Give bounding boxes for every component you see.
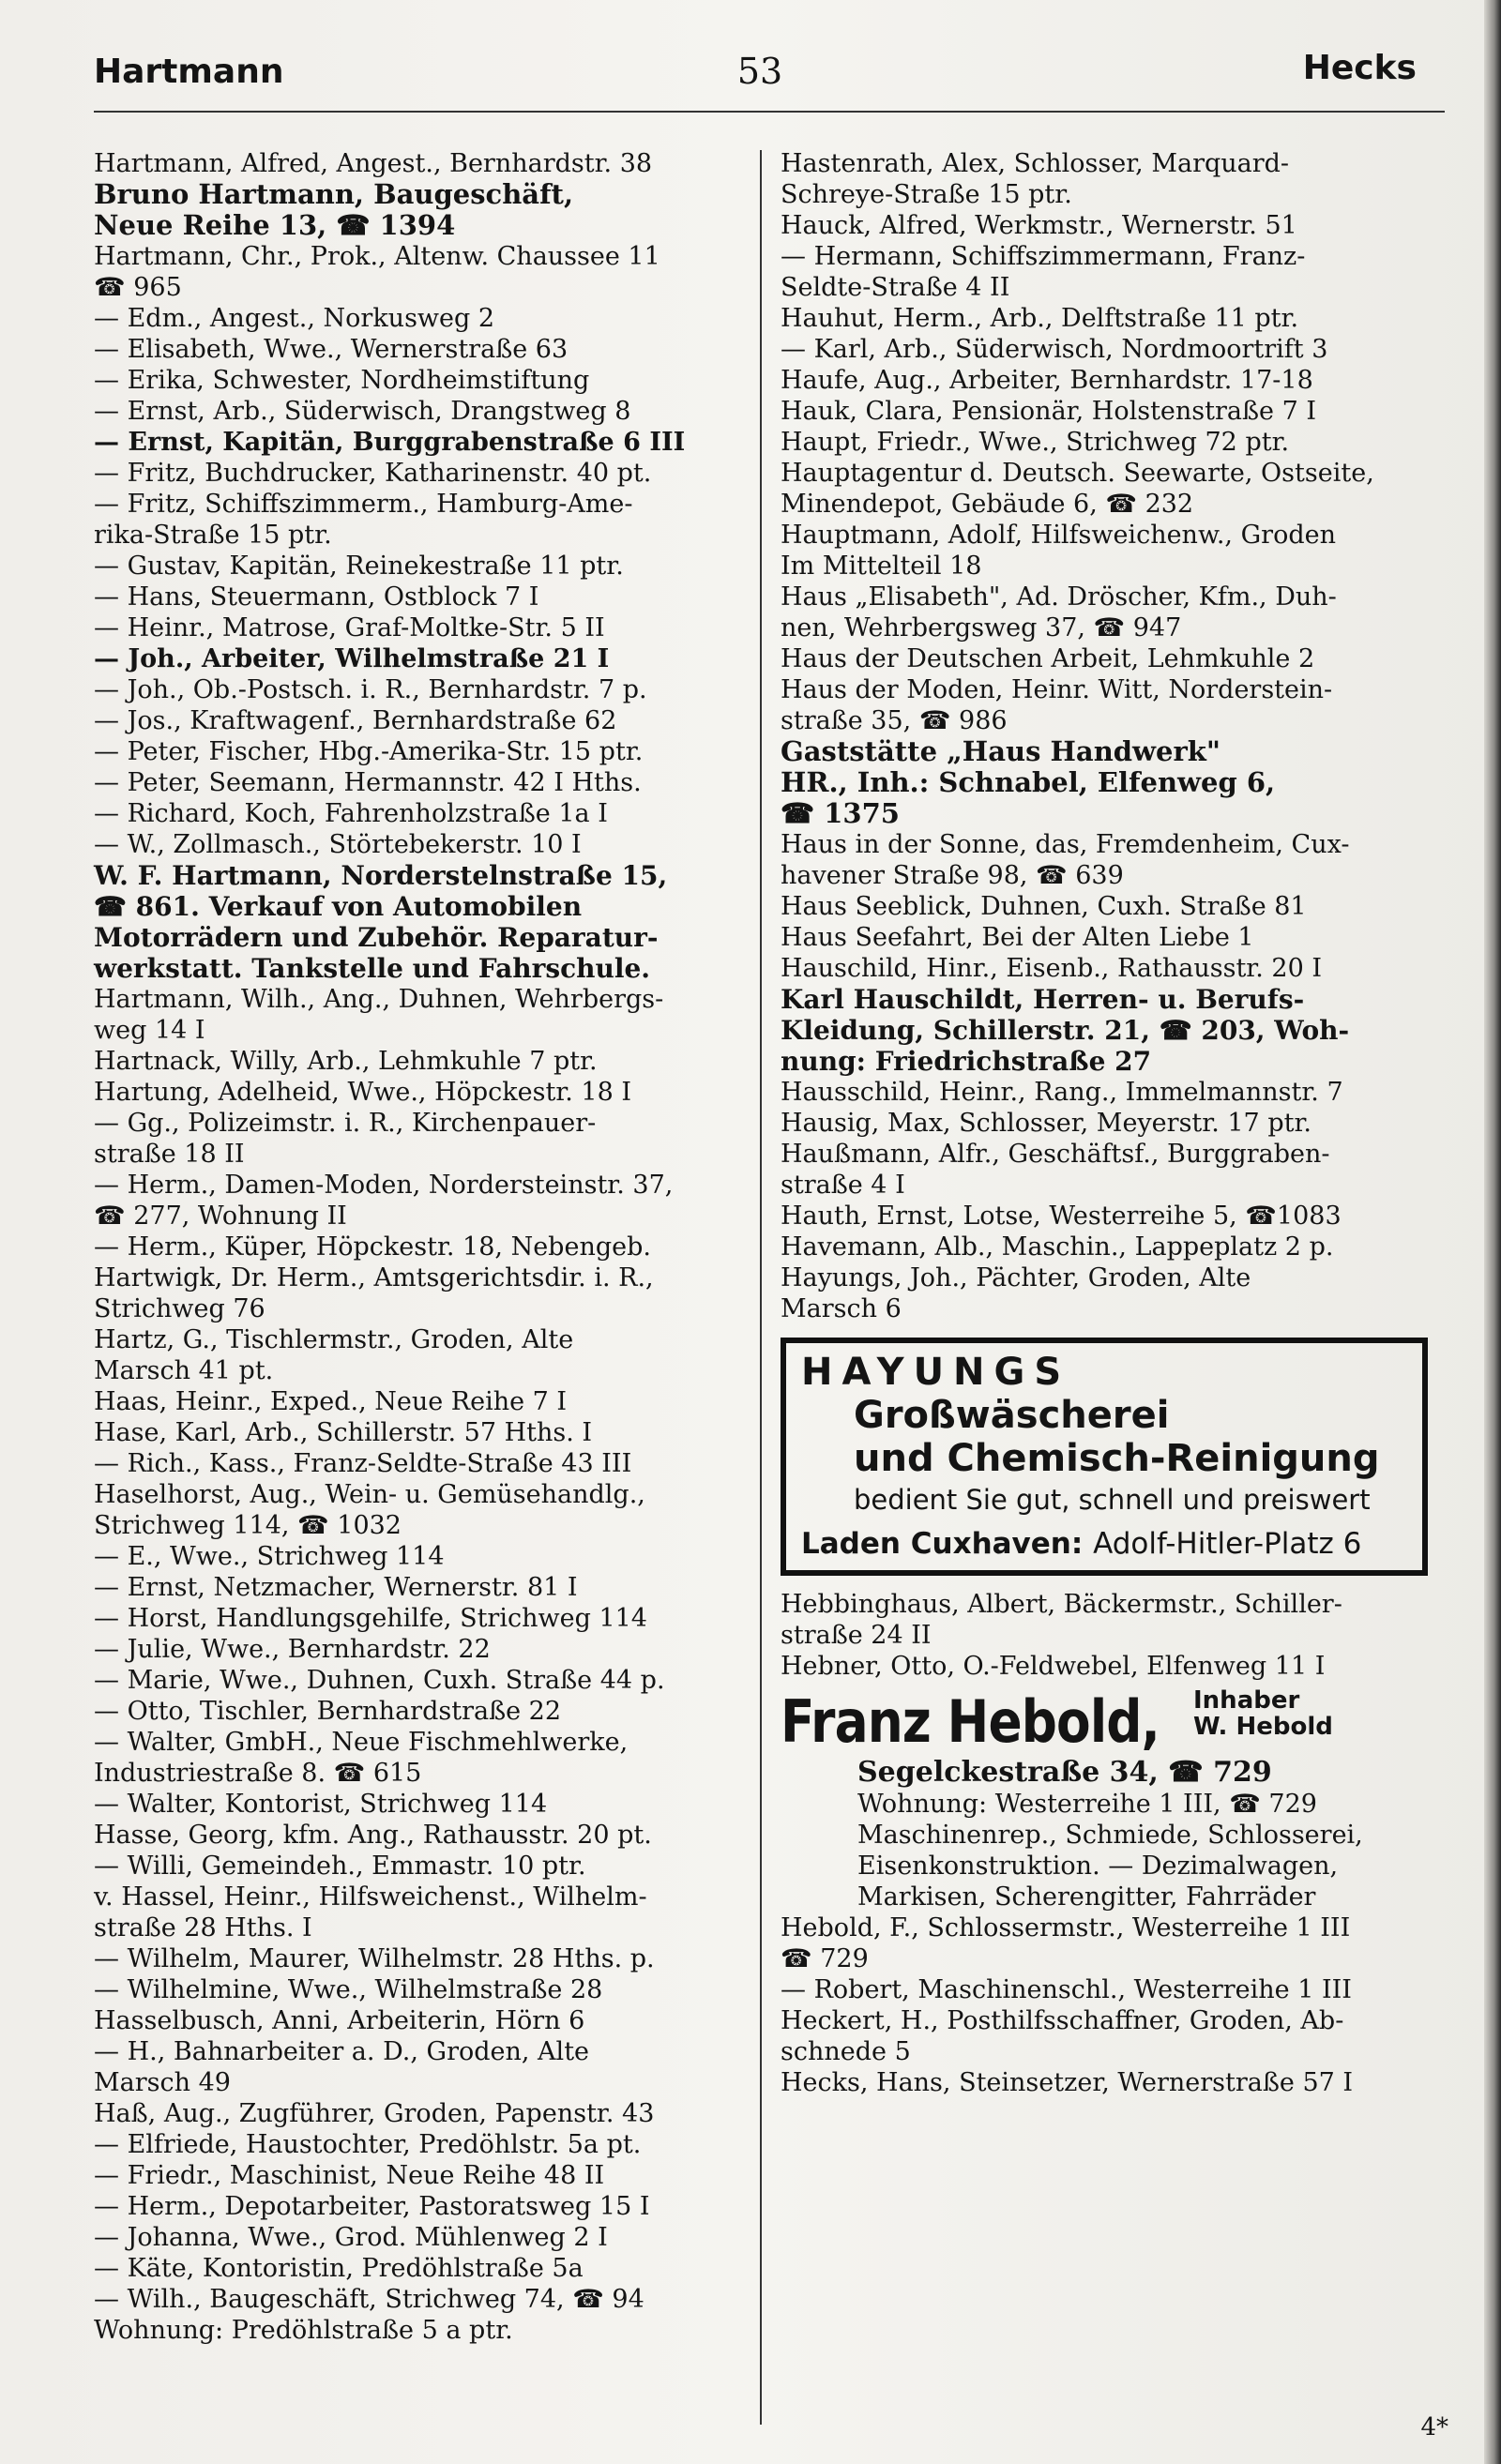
- directory-entry: [94, 458, 747, 489]
- directory-entry: [94, 705, 747, 736]
- directory-entry: [94, 1696, 747, 1727]
- directory-entry: [94, 1324, 747, 1386]
- entry-line: Wohnung: Predöhlstraße 5 a ptr.: [94, 2316, 513, 2345]
- directory-entry: [94, 2036, 747, 2098]
- entry-line: Haus der Deutschen Arbeit, Lehmkuhle 2: [781, 644, 1315, 673]
- entry-line: — Joh., Arbeiter, Wilhelmstraße 21 I: [94, 644, 610, 673]
- entry-line: Hartnack, Willy, Arb., Lehmkuhle 7 ptr.: [94, 1047, 598, 1076]
- entry-line: — Herm., Damen-Moden, Nordersteinstr. 37,: [94, 1171, 674, 1200]
- hebold-owner-label: Inhaber: [1193, 1686, 1300, 1715]
- hebold-owner-name: W. Hebold: [1193, 1713, 1333, 1741]
- entry-line: HR., Inh.: Schnabel, Elfenweg 6,: [781, 766, 1276, 798]
- directory-entry: [781, 1651, 1428, 1682]
- signature-mark: 4*: [1420, 2413, 1448, 2441]
- entry-line: ☎ 277, Wohnung II: [94, 1202, 347, 1231]
- hayungs-advertisement: [781, 1338, 1428, 1576]
- entry-line: straße 24 II: [781, 1621, 932, 1650]
- right-column-top-entries: [781, 148, 1428, 1324]
- directory-entry: [94, 148, 747, 179]
- directory-entry: [94, 1882, 747, 1943]
- directory-entry: [94, 1820, 747, 1851]
- directory-entry: [781, 241, 1428, 303]
- directory-entry: [94, 2222, 747, 2253]
- entry-line: — Rich., Kass., Franz-Seldte-Straße 43 III: [94, 1449, 632, 1478]
- directory-entry: [94, 1603, 747, 1634]
- directory-entry: [94, 241, 747, 303]
- entry-line: — Ernst, Kapitän, Burggrabenstraße 6 III: [94, 428, 686, 457]
- entry-line: Haselhorst, Aug., Wein- u. Gemüsehandlg.,: [94, 1480, 645, 1509]
- directory-entry: [94, 829, 747, 860]
- directory-entry: [94, 1974, 747, 2005]
- page-edge-shadow: [1484, 0, 1501, 2464]
- entry-line: Haus in der Sonne, das, Fremdenheim, Cux-: [781, 830, 1350, 859]
- directory-entry: [94, 1479, 747, 1541]
- hebold-street: Segelckestraße 34, ☎ 729: [857, 1756, 1272, 1789]
- entry-line: — Walter, Kontorist, Strichweg 114: [94, 1790, 548, 1819]
- entry-line: Hauk, Clara, Pensionär, Holstenstraße 7 I: [781, 397, 1317, 426]
- directory-entry: [94, 1077, 747, 1108]
- directory-entry: [94, 1108, 747, 1170]
- entry-line: — Richard, Koch, Fahrenholzstraße 1a I: [94, 799, 608, 828]
- entry-line: Hauschild, Hinr., Eisenb., Rathausstr. 20 I: [781, 954, 1323, 983]
- entry-line: — Wilhelm, Maurer, Wilhelmstr. 28 Hths. p.: [94, 1944, 655, 1973]
- hebold-advertisement: [781, 1687, 1428, 1912]
- directory-entry: [781, 427, 1428, 458]
- entry-line: straße 28 Hths. I: [94, 1913, 312, 1942]
- directory-entry: [94, 334, 747, 365]
- entry-line: — W., Zollmasch., Störtebekerstr. 10 I: [94, 830, 582, 859]
- directory-entry: [94, 612, 747, 643]
- directory-entry: [94, 1046, 747, 1077]
- directory-entry: [781, 891, 1428, 922]
- entry-line: Neue Reihe 13, ☎ 1394: [94, 209, 456, 241]
- entry-line: Hebbinghaus, Albert, Bäckermstr., Schiller-: [781, 1590, 1342, 1619]
- entry-line: Hausig, Max, Schlosser, Meyerstr. 17 ptr.: [781, 1109, 1311, 1138]
- entry-line: Havemann, Alb., Maschin., Lappeplatz 2 p.: [781, 1232, 1334, 1262]
- directory-entry: [94, 1386, 747, 1417]
- directory-entry: [94, 2129, 747, 2160]
- directory-entry: [94, 489, 747, 551]
- directory-entry: [94, 674, 747, 705]
- entry-line: weg 14 I: [94, 1016, 205, 1045]
- entry-line: ☎ 1375: [781, 797, 900, 829]
- directory-entry: [94, 582, 747, 612]
- entry-line: ☎ 965: [94, 273, 182, 302]
- entry-line: — Herm., Depotarbeiter, Pastoratsweg 15 I: [94, 2192, 650, 2221]
- entry-line: Hase, Karl, Arb., Schillerstr. 57 Hths. I: [94, 1418, 593, 1447]
- header-right-name: Hecks: [1302, 49, 1417, 87]
- directory-entry: [94, 2005, 747, 2036]
- entry-line: Hecks, Hans, Steinsetzer, Wernerstraße 57 I: [781, 2068, 1354, 2097]
- entry-line: — Ernst, Netzmacher, Wernerstr. 81 I: [94, 1573, 578, 1602]
- header-left-name: Hartmann: [94, 53, 284, 91]
- entry-line: — Gg., Polizeimstr. i. R., Kirchenpauer-: [94, 1109, 597, 1138]
- directory-entry: [94, 1727, 747, 1789]
- entry-line: — Otto, Tischler, Bernhardstraße 22: [94, 1697, 562, 1726]
- entry-line: Hebner, Otto, O.-Feldwebel, Elfenweg 11 I: [781, 1652, 1326, 1681]
- directory-entry: [781, 674, 1428, 736]
- page-header: [0, 45, 1501, 101]
- entry-line: Hartung, Adelheid, Wwe., Höpckestr. 18 I: [94, 1078, 632, 1107]
- entry-line: — Hermann, Schiffszimmermann, Franz-: [781, 242, 1306, 271]
- entry-line: ☎ 861. Verkauf von Automobilen: [94, 891, 583, 922]
- entry-line: — Ernst, Arb., Süderwisch, Drangstweg 8: [94, 397, 631, 426]
- entry-line: Hebold, F., Schlossermstr., Westerreihe 1 III: [781, 1913, 1351, 1942]
- entry-line: Haußmann, Alfr., Geschäftsf., Burggraben-: [781, 1140, 1330, 1169]
- entry-line: Hartz, G., Tischlermstr., Groden, Alte: [94, 1325, 574, 1354]
- entry-line: — H., Bahnarbeiter a. D., Groden, Alte: [94, 2037, 590, 2066]
- directory-entry: [94, 1448, 747, 1479]
- entry-line: Hastenrath, Alex, Schlosser, Marquard-: [781, 149, 1290, 178]
- entry-line: — E., Wwe., Strichweg 114: [94, 1542, 445, 1571]
- hebold-firm-name: Franz Hebold,: [781, 1687, 1160, 1756]
- ad-company-name: HAYUNGS: [801, 1351, 1071, 1394]
- directory-entry: [94, 860, 747, 984]
- entry-line: straße 4 I: [781, 1171, 905, 1200]
- entry-line: v. Hassel, Heinr., Hilfsweichenst., Wilhelm-: [94, 1882, 647, 1912]
- directory-entry: [781, 148, 1428, 210]
- directory-entry: [94, 1541, 747, 1572]
- entry-line: Haus Seeblick, Duhnen, Cuxh. Straße 81: [781, 892, 1307, 921]
- directory-entry: [94, 643, 747, 674]
- directory-entry: [94, 427, 747, 458]
- entry-line: Gaststätte „Haus Handwerk": [781, 735, 1221, 767]
- entry-line: — Jos., Kraftwagenf., Bernhardstraße 62: [94, 706, 617, 735]
- entry-line: Heckert, H., Posthilfsschaffner, Groden, Ab-: [781, 2006, 1344, 2035]
- entry-line: Hartmann, Wilh., Ang., Duhnen, Wehrbergs-: [94, 985, 664, 1014]
- entry-line: Marsch 41 pt.: [94, 1356, 274, 1385]
- directory-entry: [781, 396, 1428, 427]
- entry-line: Hartmann, Chr., Prok., Altenw. Chaussee 11: [94, 242, 660, 271]
- directory-entry: [94, 1232, 747, 1262]
- hebold-detail-line: Eisenkonstruktion. — Dezimalwagen,: [857, 1852, 1339, 1881]
- entry-line: — Wilhelmine, Wwe., Wilhelmstraße 28: [94, 1975, 603, 2004]
- entry-line: Industriestraße 8. ☎ 615: [94, 1759, 422, 1788]
- header-rule: [94, 111, 1445, 113]
- entry-line: havener Straße 98, ☎ 639: [781, 861, 1124, 890]
- entry-line: — Hans, Steuermann, Ostblock 7 I: [94, 582, 539, 612]
- entry-line: Hayungs, Joh., Pächter, Groden, Alte: [781, 1263, 1251, 1292]
- entry-line: — Erika, Schwester, Nordheimstiftung: [94, 366, 590, 395]
- entry-line: Hausschild, Heinr., Rang., Immelmannstr. 7: [781, 1078, 1343, 1107]
- entry-line: Bruno Hartmann, Baugeschäft,: [94, 178, 574, 210]
- directory-entry: [781, 2005, 1428, 2067]
- directory-entry: [94, 396, 747, 427]
- directory-entry: [781, 334, 1428, 365]
- entry-line: straße 18 II: [94, 1140, 245, 1169]
- entry-line: Strichweg 114, ☎ 1032: [94, 1511, 402, 1540]
- directory-entry: [94, 984, 747, 1046]
- entry-line: nen, Wehrbergsweg 37, ☎ 947: [781, 613, 1182, 642]
- entry-line: — Gustav, Kapitän, Reinekestraße 11 ptr.: [94, 552, 624, 581]
- entry-line: — Fritz, Buchdrucker, Katharinenstr. 40 pt.: [94, 459, 652, 488]
- directory-entry: [94, 1851, 747, 1882]
- entry-line: — Walter, GmbH., Neue Fischmehlwerke,: [94, 1728, 629, 1757]
- directory-entry: [781, 1589, 1428, 1651]
- entry-line: — Joh., Ob.-Postsch. i. R., Bernhardstr. 7 p.: [94, 675, 647, 704]
- directory-entry: [781, 582, 1428, 643]
- entry-line: Schreye-Straße 15 ptr.: [781, 180, 1072, 209]
- directory-entry: [781, 953, 1428, 984]
- column-divider: [760, 150, 762, 2425]
- entry-line: Hasse, Georg, kfm. Ang., Rathausstr. 20 pt.: [94, 1821, 652, 1850]
- directory-entry: [94, 1262, 747, 1324]
- entry-line: Karl Hauschildt, Herren- u. Berufs-: [781, 984, 1305, 1015]
- directory-entry: [94, 1665, 747, 1696]
- left-column: [94, 148, 747, 2346]
- directory-entry: [781, 1201, 1428, 1232]
- entry-line: Haus Seefahrt, Bei der Alten Liebe 1: [781, 923, 1254, 952]
- directory-entry: [781, 643, 1428, 674]
- directory-entry: [781, 1077, 1428, 1108]
- entry-line: — Edm., Angest., Norkusweg 2: [94, 304, 495, 333]
- directory-entry: [781, 2067, 1428, 2098]
- ad-business-line2: und Chemisch-Reinigung: [854, 1437, 1380, 1480]
- entry-line: ☎ 729: [781, 1944, 869, 1973]
- directory-entry: [94, 303, 747, 334]
- entry-line: Haufe, Aug., Arbeiter, Bernhardstr. 17-18: [781, 366, 1313, 395]
- entry-line: — Herm., Küper, Höpckestr. 18, Nebengeb.: [94, 1232, 651, 1262]
- entry-line: straße 35, ☎ 986: [781, 706, 1008, 735]
- ad-address-label: Laden Cuxhaven:: [801, 1527, 1084, 1561]
- directory-entry: [94, 736, 747, 767]
- directory-entry: [94, 767, 747, 798]
- directory-entry: [94, 1170, 747, 1232]
- directory-entry: [94, 1943, 747, 1974]
- directory-entry: [781, 520, 1428, 582]
- directory-entry: [94, 1789, 747, 1820]
- entry-line: Hartmann, Alfred, Angest., Bernhardstr. 38: [94, 149, 653, 178]
- entry-line: — Fritz, Schiffszimmerm., Hamburg-Ame-: [94, 490, 633, 519]
- entry-line: Minendepot, Gebäude 6, ☎ 232: [781, 490, 1194, 519]
- entry-line: Haus „Elisabeth", Ad. Dröscher, Kfm., Duh-: [781, 582, 1337, 612]
- ad-business-line1: Großwäscherei: [854, 1394, 1170, 1437]
- entry-line: — Peter, Seemann, Hermannstr. 42 I Hths.: [94, 768, 642, 797]
- directory-entry: [781, 1974, 1428, 2005]
- entry-line: — Peter, Fischer, Hbg.-Amerika-Str. 15 ptr.: [94, 737, 644, 766]
- entry-line: Seldte-Straße 4 II: [781, 273, 1010, 302]
- hebold-detail-line: Maschinenrep., Schmiede, Schlosserei,: [857, 1821, 1363, 1850]
- hebold-owner: [1193, 1687, 1333, 1740]
- directory-entry: [781, 984, 1428, 1077]
- entry-line: Hartwigk, Dr. Herm., Amtsgerichtsdir. i. R.,: [94, 1263, 654, 1292]
- entry-line: — Elisabeth, Wwe., Wernerstraße 63: [94, 335, 569, 364]
- entry-line: Haupt, Friedr., Wwe., Strichweg 72 ptr.: [781, 428, 1290, 457]
- hebold-detail-line: Wohnung: Westerreihe 1 III, ☎ 729: [857, 1790, 1317, 1819]
- entry-line: Kleidung, Schillerstr. 21, ☎ 203, Woh-: [781, 1015, 1350, 1046]
- entry-line: — Friedr., Maschinist, Neue Reihe 48 II: [94, 2161, 605, 2190]
- entry-line: — Elfriede, Haustochter, Predöhlstr. 5a pt.: [94, 2130, 642, 2159]
- directory-entry: [781, 1912, 1428, 1974]
- directory-entry: [781, 303, 1428, 334]
- hebold-detail-line: Markisen, Scherengitter, Fahrräder: [857, 1882, 1316, 1912]
- entry-line: — Horst, Handlungsgehilfe, Strichweg 114: [94, 1604, 647, 1633]
- directory-entry: [781, 1108, 1428, 1139]
- entry-line: Haus der Moden, Heinr. Witt, Norderstein-: [781, 675, 1333, 704]
- directory-entry: [94, 2191, 747, 2222]
- entry-line: Hauth, Ernst, Lotse, Westerreihe 5, ☎1083: [781, 1202, 1342, 1231]
- entry-line: Marsch 49: [94, 2068, 231, 2097]
- directory-entry: [781, 829, 1428, 891]
- entry-line: Marsch 6: [781, 1294, 902, 1323]
- entry-line: Im Mittelteil 18: [781, 552, 982, 581]
- directory-entry: [781, 1232, 1428, 1262]
- directory-entry: [94, 2160, 747, 2191]
- entry-line: Hauhut, Herm., Arb., Delftstraße 11 ptr.: [781, 304, 1299, 333]
- entry-line: — Marie, Wwe., Duhnen, Cuxh. Straße 44 p.: [94, 1666, 665, 1695]
- entry-line: — Karl, Arb., Süderwisch, Nordmoortrift 3: [781, 335, 1328, 364]
- directory-entry: [94, 798, 747, 829]
- entry-line: werkstatt. Tankstelle und Fahrschule.: [94, 953, 651, 984]
- entry-line: Haas, Heinr., Exped., Neue Reihe 7 I: [94, 1387, 568, 1416]
- entry-line: nung: Friedrichstraße 27: [781, 1046, 1152, 1077]
- entry-line: Hauck, Alfred, Werkmstr., Wernerstr. 51: [781, 211, 1297, 240]
- entry-line: — Wilh., Baugeschäft, Strichweg 74, ☎ 94: [94, 2285, 644, 2314]
- directory-entry: [94, 179, 747, 241]
- directory-entry: [94, 1634, 747, 1665]
- entry-line: rika-Straße 15 ptr.: [94, 521, 332, 550]
- directory-entry: [781, 736, 1428, 829]
- ad-address-value: Adolf-Hitler-Platz 6: [1093, 1527, 1362, 1561]
- entry-line: Hasselbusch, Anni, Arbeiterin, Hörn 6: [94, 2006, 585, 2035]
- entry-line: Hauptmann, Adolf, Hilfsweichenw., Groden: [781, 521, 1336, 550]
- directory-entry: [781, 365, 1428, 396]
- directory-entry: [94, 2284, 747, 2346]
- entry-line: — Käte, Kontoristin, Predöhlstraße 5a: [94, 2254, 584, 2283]
- entry-line: — Robert, Maschinenschl., Westerreihe 1 III: [781, 1975, 1352, 2004]
- directory-entry: [781, 1262, 1428, 1324]
- directory-entry: [781, 210, 1428, 241]
- directory-entry: [94, 2253, 747, 2284]
- directory-entry: [94, 365, 747, 396]
- ad-address: [801, 1527, 1411, 1561]
- directory-entry: [94, 551, 747, 582]
- page-number: 53: [736, 51, 783, 92]
- entry-line: W. F. Hartmann, Norderstelnstraße 15,: [94, 860, 668, 891]
- right-column-end-entries: [781, 1912, 1428, 2098]
- entry-line: schnede 5: [781, 2037, 911, 2066]
- directory-entry: [781, 922, 1428, 953]
- entry-line: Strichweg 76: [94, 1294, 265, 1323]
- hebold-details: [781, 1789, 1428, 1912]
- entry-line: — Johanna, Wwe., Grod. Mühlenweg 2 I: [94, 2223, 608, 2252]
- directory-entry: [94, 1572, 747, 1603]
- directory-entry: [94, 2098, 747, 2129]
- entry-line: — Willi, Gemeindeh., Emmastr. 10 ptr.: [94, 1852, 586, 1881]
- entry-line: Haß, Aug., Zugführer, Groden, Papenstr. 43: [94, 2099, 655, 2128]
- entry-line: Motorrädern und Zubehör. Reparatur-: [94, 922, 659, 953]
- directory-entry: [94, 1417, 747, 1448]
- directory-entry: [781, 458, 1428, 520]
- directory-entry: [781, 1139, 1428, 1201]
- right-column-mid-entries: [781, 1589, 1428, 1682]
- right-column: [781, 148, 1428, 2098]
- entry-line: — Heinr., Matrose, Graf-Moltke-Str. 5 II: [94, 613, 605, 642]
- entry-line: Hauptagentur d. Deutsch. Seewarte, Ostseite,: [781, 459, 1374, 488]
- entry-line: — Julie, Wwe., Bernhardstr. 22: [94, 1635, 491, 1664]
- ad-slogan: bedient Sie gut, schnell und preiswert: [854, 1484, 1371, 1516]
